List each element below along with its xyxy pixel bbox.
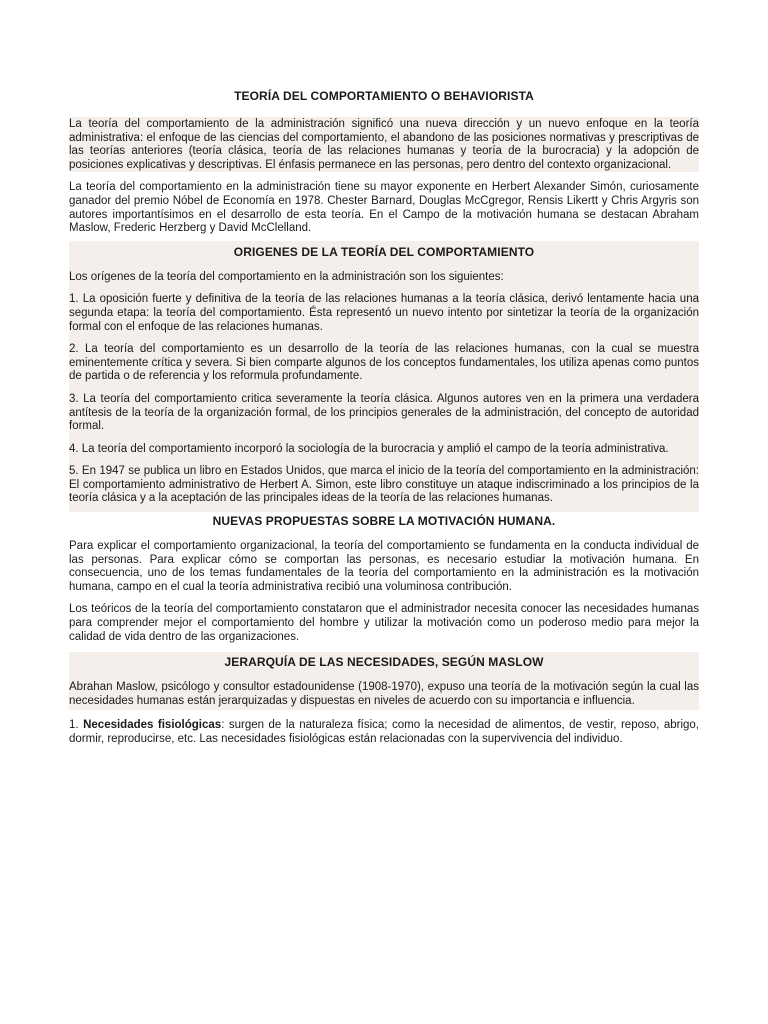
origins-intro: Los orígenes de la teoría del comportamiento en la administración son los siguientes:: [69, 270, 504, 283]
heading-origins: ORIGENES DE LA TEORÍA DEL COMPORTAMIENTO: [233, 244, 535, 259]
needs-item-1: [69, 719, 699, 746]
intro-paragraph-2: La teoría del comportamiento en la administración tiene su mayor exponente en Herbert Alexander Simón, curiosamente ganador del premio Nóbel de Economía en 1978. Chester Barnard, Douglas McCgregor, Rensis Likertt y Chris Argyris son autores importantísimos en el desarrollo de esta teoría. En el Campo de la motivación humana se destacan Abraham Maslow, Frederic Herzberg y David McClelland.: [69, 181, 699, 235]
origins-item-4: 4. La teoría del comportamiento incorporó la sociología de la burocracia y amplió el campo de la teoría administrativa.: [69, 442, 669, 455]
origins-item-3: 3. La teoría del comportamiento critica severamente la teoría clásica. Algunos autores ven en la primera una verdadera antítesis de la teoría de la organización formal, de los principios generales de la administración, del concepto de autoridad formal.: [69, 392, 699, 433]
origins-item-5: 5. En 1947 se publica un libro en Estados Unidos, que marca el inicio de la teoría del comportamiento en la administración: El comportamiento administrativo de Herbert A. Simon, este libro constituye un ataque indiscriminado a los principios de la teoría clásica y a la aceptación de las principales ideas de la teoría de las relaciones humanas.: [69, 465, 699, 505]
origins-item-1: 1. La oposición fuerte y definitiva de la teoría de las relaciones humanas a la teoría clásica, derivó lentamente hacia una segunda etapa: la teoría del comportamiento. Ésta representó un nuevo intento por sintetizar la teoría de la organización formal con el enfoque de las relaciones humanas.: [69, 293, 699, 333]
heading-behaviorist-theory: TEORÍA DEL COMPORTAMIENTO O BEHAVIORISTA: [234, 89, 534, 103]
motivation-paragraph-2: Los teóricos de la teoría del comportamiento constataron que el administrador necesita conocer las necesidades humanas para comprender mejor el comportamiento del hombre y utilizar la motivación como un poderoso medio para mejor la calidad de vida dentro de las organizaciones.: [69, 603, 699, 643]
heading-maslow: JERARQUÍA DE LAS NECESIDADES, SEGÚN MASLOW: [224, 655, 544, 670]
maslow-section: [69, 652, 699, 710]
heading-motivation: NUEVAS PROPUESTAS SOBRE LA MOTIVACIÓN HUMANA.: [212, 514, 556, 529]
motivation-paragraph-1: Para explicar el comportamiento organizacional, la teoría del comportamiento se fundamenta en la conducta individual de las personas. Para explicar cómo se comportan las personas, es necesario estudiar la motivación humana. En consecuencia, uno de los temas fundamentales de la teoría del comportamiento en la administración es la motivación humana, campo en el cual la teoría administrativa recibió una voluminosa contribución.: [69, 540, 699, 593]
needs-item-1-number: 1.: [69, 719, 79, 732]
origins-section: [69, 241, 699, 512]
needs-item-1-term: Necesidades fisiológicas: [83, 719, 222, 732]
maslow-paragraph: Abrahan Maslow, psicólogo y consultor estadounidense (1908-1970), expuso una teoría de la motivación según la cual las necesidades humanas están jerarquizadas y dispuestas en niveles de acuerdo con su importancia e influencia.: [69, 681, 699, 707]
intro-paragraph-1: La teoría del comportamiento de la administración significó una nueva dirección y un nuevo enfoque en la teoría administrativa: el enfoque de las ciencias del comportamiento, el abandono de las posiciones normativas y prescriptivas de las teorías anteriores (teoría clásica, teoría de las relaciones humanas y teoría de la burocracia) y la adopción de posiciones explicativas y descriptivas. El énfasis permanece en las personas, pero dentro del contexto organizacional.: [69, 118, 699, 171]
origins-item-2: 2. La teoría del comportamiento es un desarrollo de la teoría de las relaciones humanas, con la cual se muestra eminentemente crítica y severa. Si bien comparte algunos de los conceptos fundamentales, los utiliza apenas como puntos de partida o de referencia y los reformula profundamente.: [69, 343, 699, 383]
needs-item-1-text: : surgen de la naturaleza física; como la necesidad de alimentos, de vestir, reposo, abrigo, dormir, reproducirse, etc. Las necesidades fisiológicas están relacionadas con la supervivencia del individuo.: [69, 719, 699, 745]
